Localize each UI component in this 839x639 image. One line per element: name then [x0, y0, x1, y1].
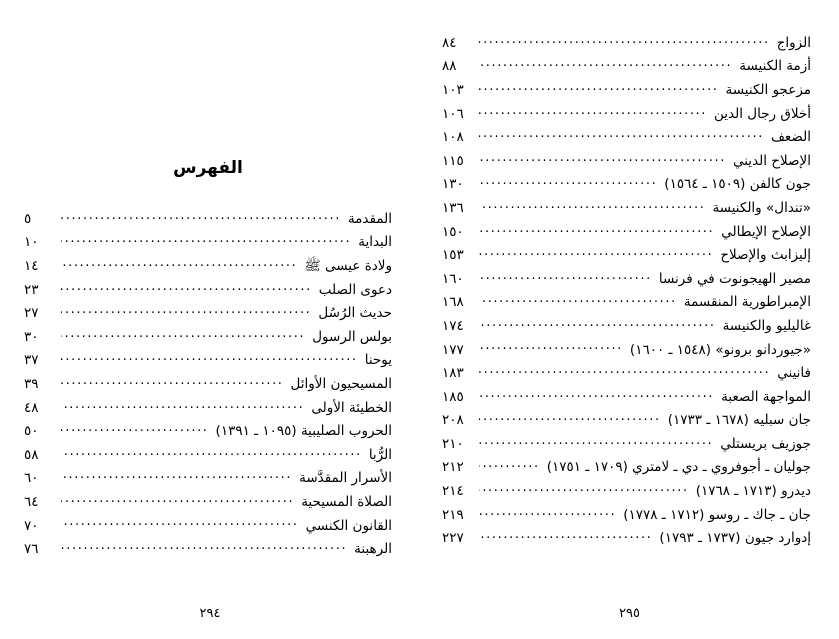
toc-dot-leader [61, 445, 362, 459]
toc-dot-leader [479, 387, 714, 401]
toc-dot-leader [61, 327, 305, 341]
toc-entry-title: الزواج [776, 34, 811, 51]
toc-entry-title: المقدمة [347, 210, 392, 227]
toc-entry[interactable] [442, 266, 811, 290]
toc-dot-leader [479, 482, 689, 496]
toc-entry-title: الرُّبا [368, 446, 392, 463]
toc-entry-title: مصير الهيجونوت في فرنسا [658, 270, 811, 287]
toc-entry[interactable] [442, 77, 811, 101]
toc-entry[interactable] [442, 148, 811, 172]
toc-entry-page: ٢٣ [24, 281, 39, 298]
toc-entry[interactable] [24, 442, 392, 466]
toc-entry[interactable] [24, 324, 392, 348]
toc-dot-leader [479, 458, 540, 472]
toc-entry[interactable] [442, 54, 811, 78]
toc-entry-title: جان ـ جاك ـ روسو (١٧١٢ ـ ١٧٧٨) [623, 506, 811, 523]
toc-entry-page: ١٦٨ [442, 294, 464, 311]
toc-dot-leader [479, 529, 652, 543]
toc-entry-page: ١٥٠ [442, 223, 464, 240]
toc-entry[interactable] [442, 502, 811, 526]
toc-entry[interactable] [442, 242, 811, 266]
toc-entry-page: ٢١٤ [442, 483, 464, 500]
toc-entry[interactable] [24, 253, 392, 277]
toc-entry-title: ولادة عيسى ﷺ [304, 257, 392, 274]
toc-entry[interactable] [24, 466, 392, 490]
toc-entry-title: إدوارد جيون (١٧٣٧ ـ ١٧٩٣) [659, 530, 811, 547]
toc-entry-title: الإصلاح الديني [732, 152, 811, 169]
toc-entry-page: ٧٦ [24, 541, 39, 558]
toc-entry-title: بولس الرسول [312, 328, 392, 345]
toc-entry-page: ١٠٣ [442, 81, 464, 98]
toc-entry-page: ٣٧ [24, 352, 39, 369]
toc-entry[interactable] [442, 195, 811, 219]
toc-dot-leader [479, 293, 677, 307]
toc-entry-page: ١٨٣ [442, 365, 464, 382]
toc-entry[interactable] [442, 313, 811, 337]
toc-entry[interactable] [24, 230, 392, 254]
toc-dot-leader [479, 246, 713, 260]
toc-entry-title: حديث الرُسُل [318, 305, 392, 322]
toc-entry-title: «جيوردانو برونو» (١٥٤٨ ـ ١٦٠٠) [629, 341, 811, 358]
toc-dot-leader [479, 269, 652, 283]
toc-entry[interactable] [442, 525, 811, 549]
toc-entry[interactable] [442, 219, 811, 243]
toc-entry[interactable] [24, 418, 392, 442]
toc-entry-title: الإصلاح الإيطالي [721, 223, 811, 240]
toc-entry-page: ١٣٠ [442, 176, 464, 193]
toc-dot-leader [479, 364, 770, 378]
toc-entry[interactable] [442, 431, 811, 455]
toc-dot-leader [61, 374, 284, 388]
toc-dot-leader [479, 222, 714, 236]
toc-entry-page: ٦٤ [24, 493, 39, 510]
toc-entry-page: ٢١٠ [442, 435, 464, 452]
toc-entry-title: أزمة الكنيسة [739, 58, 811, 75]
toc-dot-leader [479, 80, 719, 94]
toc-entry-title: أخلاق رجال الدين [714, 105, 811, 122]
toc-dot-leader [479, 316, 716, 330]
toc-entry-page: ١٤ [24, 257, 39, 274]
toc-entry-page: ١١٥ [442, 152, 464, 169]
toc-entry-title: دعوى الصلب [318, 281, 392, 298]
toc-dot-leader [61, 398, 304, 412]
toc-dot-leader [479, 33, 770, 47]
toc-entry-title: جون كالفن (١٥٠٩ ـ ١٥٦٤) [664, 176, 811, 193]
toc-entry-title: مزعجو الكنيسة [725, 81, 811, 98]
toc-entry-title: الصلاة المسيحية [301, 493, 392, 510]
toc-list-left [442, 30, 811, 549]
toc-entry[interactable] [24, 513, 392, 537]
toc-entry-title: البداية [358, 234, 392, 251]
toc-entry[interactable] [24, 277, 392, 301]
toc-dot-leader [479, 151, 726, 165]
toc-entry-title: غاليليو والكنيسة [722, 317, 811, 334]
toc-entry-title: جان سبليه (١٦٧٨ ـ ١٧٣٣) [667, 412, 811, 429]
toc-entry-title: ديدرو (١٧١٣ ـ ١٧٦٨) [695, 483, 811, 500]
toc-entry[interactable] [24, 395, 392, 419]
toc-dot-leader [479, 175, 657, 189]
toc-dot-leader [61, 304, 311, 318]
toc-dot-leader [479, 57, 732, 71]
toc-entry-page: ٨٨ [442, 58, 457, 75]
toc-entry-page: ١٧٤ [442, 317, 464, 334]
folio-left: ٢٩٥ [619, 606, 640, 621]
toc-entry-page: ١٠٨ [442, 129, 464, 146]
toc-entry[interactable] [442, 478, 811, 502]
toc-entry-title: الحروب الصليبية (١٠٩٥ ـ ١٣٩١) [215, 423, 392, 440]
toc-entry[interactable] [442, 408, 811, 432]
toc-entry-title: الرهبنة [354, 541, 392, 558]
toc-entry[interactable] [24, 489, 392, 513]
toc-entry[interactable] [24, 536, 392, 560]
toc-entry-title: الخطيئة الأولى [311, 399, 392, 416]
toc-entry-page: ١٠٦ [442, 105, 464, 122]
toc-entry-page: ٨٤ [442, 34, 457, 51]
toc-entry[interactable] [442, 455, 811, 479]
toc-dot-leader [61, 469, 292, 483]
toc-entry-page: ١٨٥ [442, 388, 464, 405]
toc-list-right [24, 206, 392, 560]
toc-entry-title: المواجهة الصعبة [721, 388, 811, 405]
toc-dot-leader [61, 233, 351, 247]
toc-entry[interactable] [442, 384, 811, 408]
toc-entry-page: ١٦٠ [442, 270, 464, 287]
toc-entry-page: ٣٠ [24, 328, 39, 345]
page-title: الفهرس [173, 158, 243, 178]
toc-entry[interactable] [442, 360, 811, 384]
folio-right: ٢٩٤ [199, 606, 221, 621]
toc-entry-title: القانون الكنسي [305, 517, 392, 534]
toc-entry[interactable] [24, 300, 392, 324]
toc-entry-page: ١٠ [24, 234, 39, 251]
toc-entry-page: ٣٩ [24, 375, 39, 392]
toc-dot-leader [61, 351, 358, 365]
toc-dot-leader [479, 198, 705, 212]
toc-dot-leader [61, 540, 347, 554]
toc-entry-title: «تندال» والكنيسة [712, 199, 811, 216]
toc-dot-leader [61, 280, 312, 294]
toc-entry[interactable] [442, 101, 811, 125]
toc-entry[interactable] [442, 124, 811, 148]
toc-entry-title: المسيحيون الأوائل [290, 375, 392, 392]
toc-dot-leader [479, 128, 764, 142]
toc-entry[interactable] [442, 30, 811, 54]
toc-entry-page: ٢٢٧ [442, 530, 464, 547]
toc-entry-title: الإمبراطورية المنقسمة [683, 294, 811, 311]
toc-entry-page: ٥ [24, 210, 32, 227]
toc-dot-leader [479, 505, 616, 519]
toc-dot-leader [61, 422, 209, 436]
toc-dot-leader [479, 411, 661, 425]
toc-dot-leader [61, 492, 294, 506]
toc-entry[interactable] [24, 348, 392, 372]
toc-entry-page: ٥٨ [24, 446, 39, 463]
toc-entry-title: جوليان ـ أجوفروي ـ دي ـ لامتري (١٧٠٩ ـ ١٧٥١) [546, 459, 811, 476]
toc-entry-page: ٤٨ [24, 399, 39, 416]
toc-entry-page: ٢٧ [24, 305, 39, 322]
toc-dot-leader [61, 209, 341, 223]
toc-entry-title: الأسرار المقدَّسة [299, 470, 392, 487]
toc-entry[interactable] [24, 371, 392, 395]
toc-entry-title: الضعف [770, 129, 811, 146]
toc-entry-page: ٧٠ [24, 517, 39, 534]
toc-entry-title: يوحنا [364, 352, 392, 369]
toc-dot-leader [479, 434, 713, 448]
toc-dot-leader [61, 256, 297, 270]
toc-entry[interactable] [442, 290, 811, 314]
page-left [420, 0, 839, 639]
toc-entry[interactable] [442, 172, 811, 196]
toc-entry-page: ٢١٩ [442, 506, 464, 523]
toc-entry-page: ٢١٢ [442, 459, 464, 476]
toc-dot-leader [61, 516, 299, 530]
toc-entry-title: جوزيف بريستلي [720, 435, 811, 452]
toc-entry-title: فانيني [777, 365, 811, 382]
toc-entry-page: ٦٠ [24, 470, 39, 487]
toc-entry[interactable] [442, 337, 811, 361]
toc-entry-page: ٢٠٨ [442, 412, 464, 429]
toc-entry[interactable] [24, 206, 392, 230]
toc-entry-page: ٥٠ [24, 423, 39, 440]
toc-dot-leader [479, 340, 623, 354]
toc-dot-leader [479, 104, 707, 118]
toc-entry-page: ١٧٧ [442, 341, 464, 358]
toc-entry-page: ١٥٣ [442, 247, 464, 264]
toc-entry-title: إليزابث والإصلاح [720, 247, 811, 264]
toc-entry-page: ١٣٦ [442, 199, 464, 216]
